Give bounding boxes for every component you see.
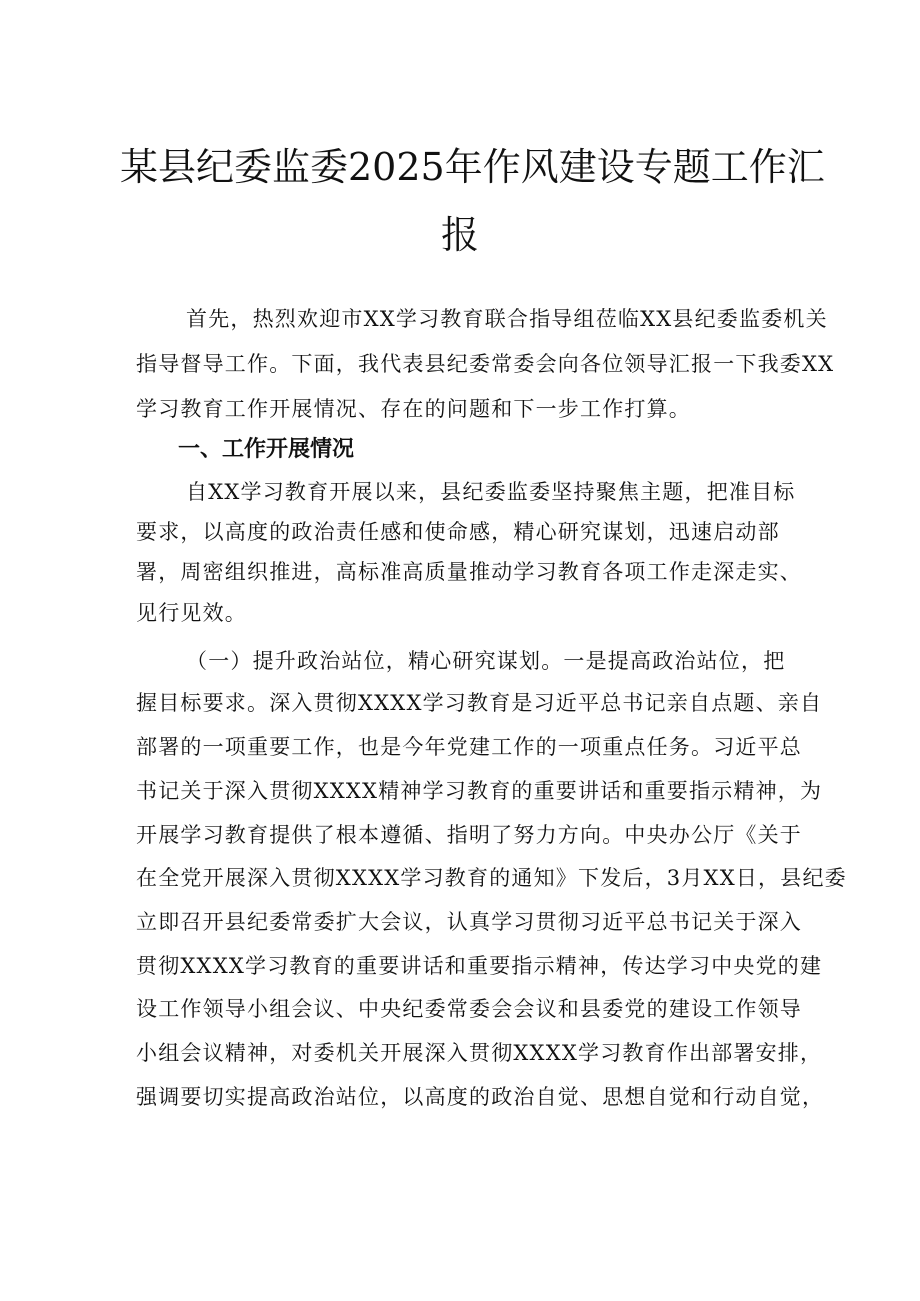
paragraph-line: 立即召开县纪委常委扩大会议，认真学习贯彻习近平总书记关于深入 <box>136 910 802 934</box>
paragraph-line: 首先，热烈欢迎市XX学习教育联合指导组莅临XX县纪委监委机关 <box>186 307 828 331</box>
paragraph-line: （一）提升政治站位，精心研究谋划。一是提高政治站位，把 <box>186 649 786 673</box>
paragraph-line: 自XX学习教育开展以来，县纪委监委坚持聚焦主题，把准目标 <box>186 480 796 504</box>
paragraph-line: 见行见效。 <box>136 601 247 625</box>
paragraph-line: 小组会议精神，对委机关开展深入贯彻XXXX学习教育作出部署安排， <box>136 1041 823 1065</box>
paragraph-line: 开展学习教育提供了根本遵循、指明了努力方向。中央办公厅《关于 <box>136 823 802 847</box>
paragraph-line: 贯彻XXXX学习教育的重要讲话和重要指示精神，传达学习中央党的建 <box>136 954 823 978</box>
paragraph-line: 在全党开展深入贯彻XXXX学习教育的通知》下发后，3月XX日，县纪委 <box>136 866 847 890</box>
paragraph-line: 要求，以高度的政治责任感和使命感，精心研究谋划，迅速启动部 <box>136 520 780 544</box>
paragraph-line: 握目标要求。深入贯彻XXXX学习教育是习近平总书记亲自点题、亲自 <box>136 691 823 715</box>
paragraph-line: 指导督导工作。下面，我代表县纪委常委会向各位领导汇报一下我委XX <box>136 352 835 376</box>
paragraph-line: 设工作领导小组会议、中央纪委常委会会议和县委党的建设工作领导 <box>136 997 802 1021</box>
paragraph-line: 书记关于深入贯彻XXXX精神学习教育的重要讲话和重要指示精神，为 <box>136 779 823 803</box>
section-heading: 一、工作开展情况 <box>178 437 355 462</box>
document-title-line-1: 某县纪委监委2025年作风建设专题工作汇 <box>120 145 825 189</box>
paragraph-line: 强调要切实提高政治站位，以高度的政治自觉、思想自觉和行动自觉， <box>136 1085 825 1109</box>
document-title-line-2: 报 <box>440 213 479 257</box>
paragraph-line: 部署的一项重要工作，也是今年党建工作的一项重点任务。习近平总 <box>136 735 802 759</box>
paragraph-line: 署，周密组织推进，高标准高质量推动学习教育各项工作走深走实、 <box>136 560 802 584</box>
paragraph-line: 学习教育工作开展情况、存在的问题和下一步工作打算。 <box>136 397 691 421</box>
